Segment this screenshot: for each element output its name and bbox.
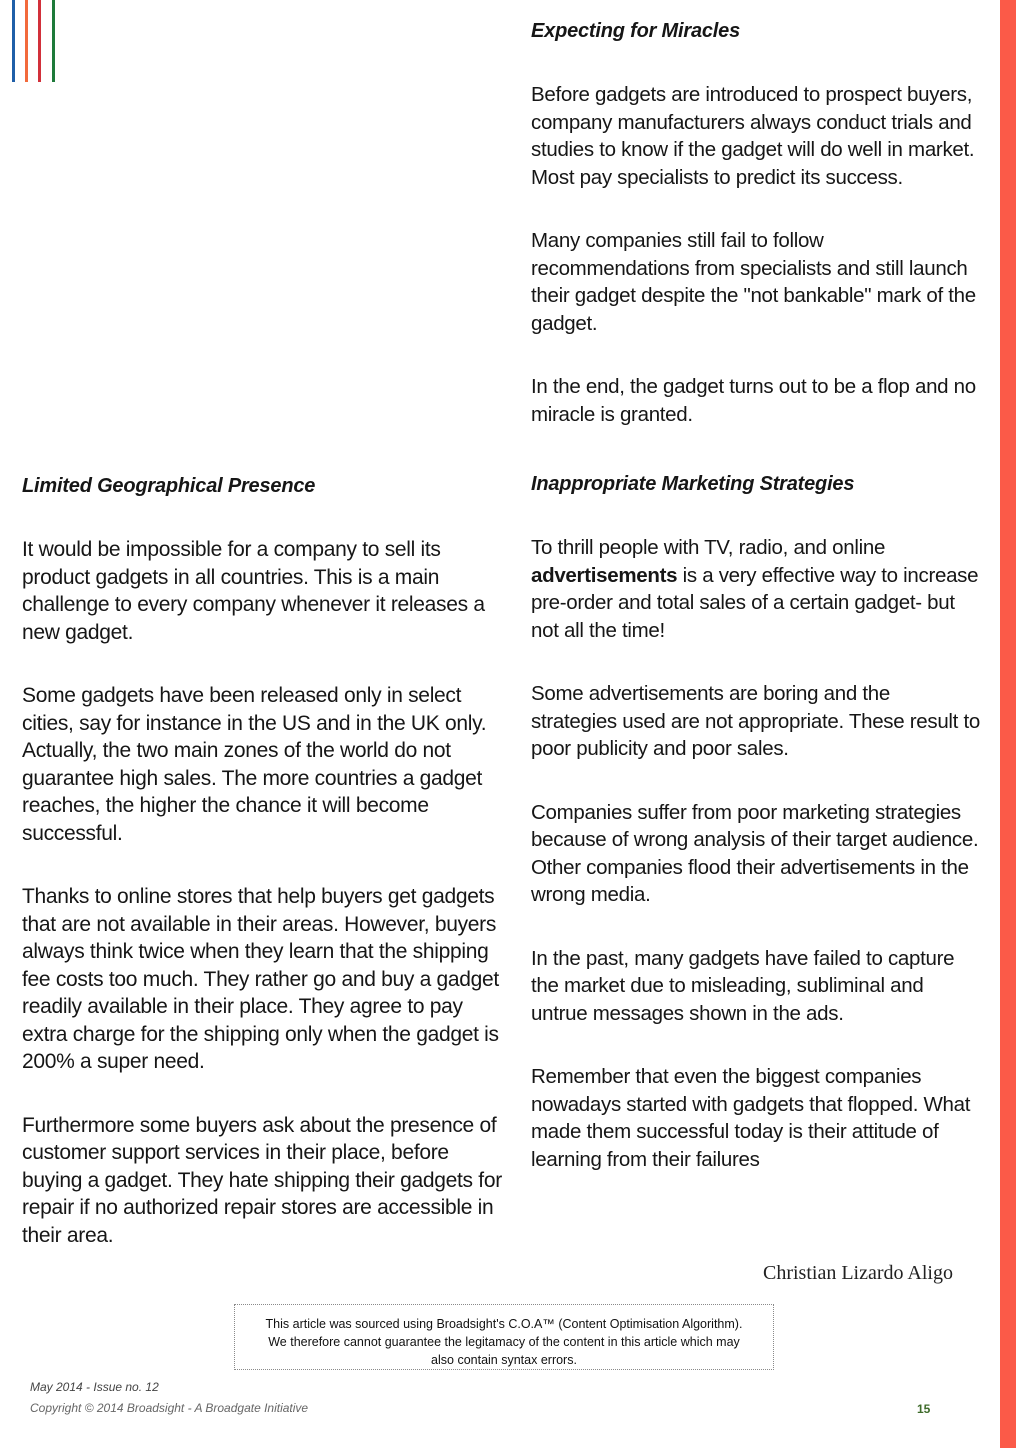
footer-issue: May 2014 - Issue no. 12 <box>30 1380 159 1394</box>
paragraph: Companies suffer from poor marketing strategies because of wrong analysis of their target audience. Other companies flood their advertisements in the wrong media. <box>531 800 979 906</box>
decor-line-orange <box>25 0 28 82</box>
intro-text: To thrill people with TV, radio, and online <box>531 536 886 559</box>
paragraph: Some advertisements are boring and the strategies used are not appropriate. These result to poor publicity and poor sales. <box>531 682 980 760</box>
paragraph: In the past, many gadgets have failed to capture the market due to misleading, subliminal and untrue messages shown in the ads. <box>531 946 955 1025</box>
paragraph: Some gadgets have been released only in select cities, say for instance in the US and in the UK only. Actually, the two main zones of the world do not guarantee high sales. The more countries a gadget reaches, the higher the chance it will become successful. <box>22 684 487 845</box>
disclaimer-line: also contain syntax errors. <box>431 1353 577 1367</box>
section-heading-geographical: Limited Geographical Presence <box>22 475 316 497</box>
decor-line-red <box>38 0 41 82</box>
footer-copyright: Copyright © 2014 Broadsight - A Broadgate Initiative <box>30 1401 309 1415</box>
paragraph: It would be impossible for a company to sell its product gadgets in all countries. This is a main challenge to every company whenever it releases a new gadget. <box>22 538 485 644</box>
paragraph: In the end, the gadget turns out to be a flop and no miracle is granted. <box>531 375 976 426</box>
section-heading-miracles: Expecting for Miracles <box>531 20 740 42</box>
decor-line-blue <box>12 0 15 82</box>
decor-line-green <box>52 0 55 82</box>
paragraph: Many companies still fail to follow recommendations from specialists and still launch their gadget despite the "not bankable" mark of the gadget. <box>531 229 976 335</box>
paragraph: Furthermore some buyers ask about the presence of customer support services in their place, before buying a gadget. They hate shipping their gadgets for repair if no authorized repair stores are accessible in their area. <box>22 1113 502 1247</box>
paragraph-intro <box>531 534 981 644</box>
disclaimer-line: We therefore cannot guarantee the legitamacy of the content in this article which may <box>268 1335 740 1349</box>
paragraph: Before gadgets are introduced to prospect buyers, company manufacturers always conduct trials and studies to know if the gadget will do well in market. Most pay specialists to predict its success. <box>531 83 975 189</box>
bold-keyword: advertisements <box>531 563 678 587</box>
left-column <box>22 472 502 1285</box>
author-signature: Christian Lizardo Aligo <box>763 1262 953 1284</box>
paragraph: Remember that even the biggest companies nowadays started with gadgets that flopped. What made them successful today is their attitude of learning from their failures <box>531 1065 971 1171</box>
paragraph: Thanks to online stores that help buyers get gadgets that are not available in their areas. However, buyers always think twice when they learn that the shipping fee costs too much. They rather go and buy a gadget readily available in their place. They agree to pay extra charge for the shipping only when the gadget is 200% a super need. <box>22 885 499 1073</box>
page-edge-bar <box>1000 0 1016 1448</box>
section-heading-marketing: Inappropriate Marketing Strategies <box>531 473 855 495</box>
disclaimer-line: This article was sourced using Broadsight's C.O.A™ (Content Optimisation Algorithm). <box>265 1317 743 1331</box>
content-disclaimer-box <box>234 1304 774 1370</box>
page-number: 15 <box>917 1402 931 1416</box>
right-column <box>531 17 981 1209</box>
intro-text-rest: is a very effective way to increase pre-order and total sales of a certain gadget- but not all the time! <box>531 563 979 642</box>
